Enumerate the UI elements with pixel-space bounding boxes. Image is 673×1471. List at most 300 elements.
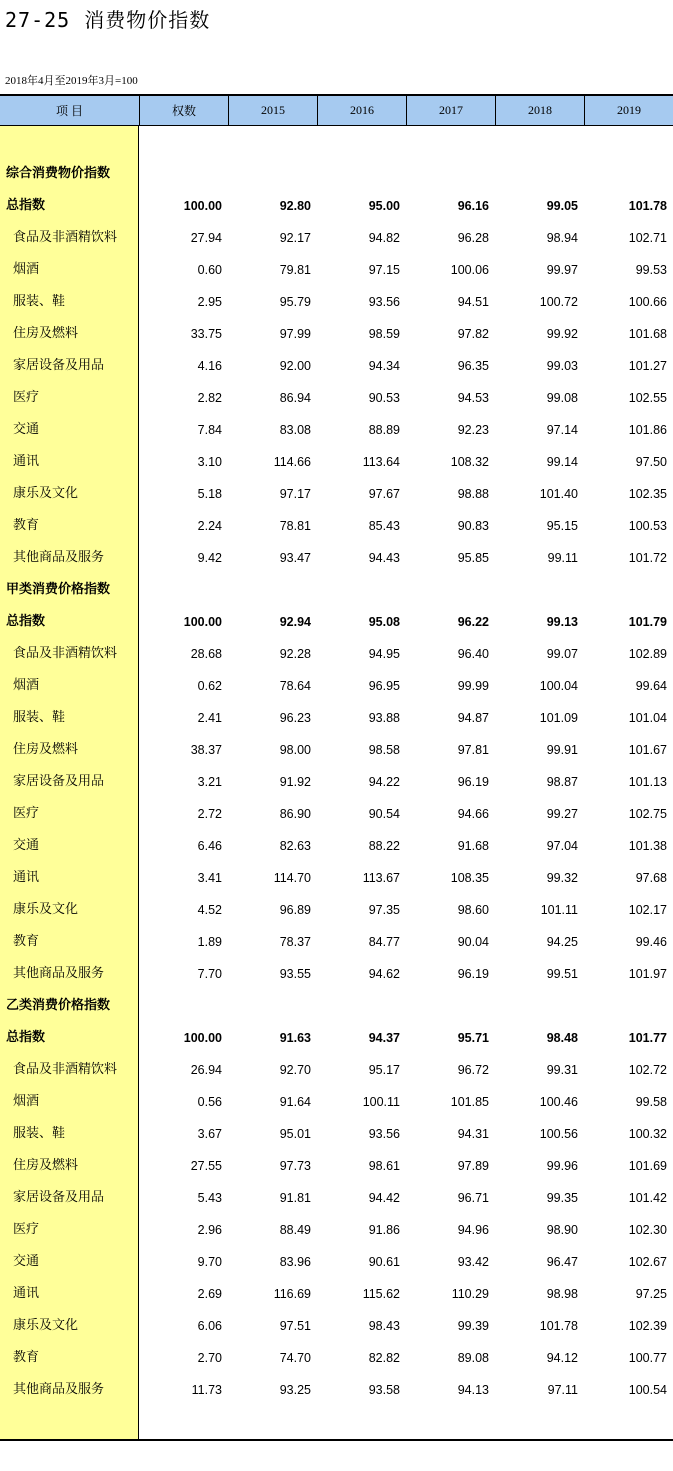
cell-value: 96.40 <box>457 647 489 661</box>
row-label: 家居设备及用品 <box>13 358 105 373</box>
cell-value: 94.66 <box>457 807 489 821</box>
cell-value: 99.51 <box>546 967 578 981</box>
row-label: 医疗 <box>13 390 40 405</box>
cpi-table <box>0 94 673 1397</box>
cell-value: 98.43 <box>368 1319 400 1333</box>
table-row <box>0 414 673 446</box>
table-title: 消费物价指数 <box>84 8 211 32</box>
cell-value: 101.79 <box>628 615 667 629</box>
cell-value: 101.42 <box>628 1191 667 1205</box>
cell-value: 94.51 <box>457 295 489 309</box>
table-row <box>0 1342 673 1374</box>
cell-value: 96.23 <box>279 711 311 725</box>
row-label: 康乐及文化 <box>13 902 79 917</box>
header-2015: 2015 <box>228 96 317 125</box>
cell-value: 95.79 <box>279 295 311 309</box>
cell-value: 99.35 <box>546 1191 578 1205</box>
table-row <box>0 1214 673 1246</box>
cell-value: 94.37 <box>368 1031 400 1045</box>
cell-value: 91.92 <box>279 775 311 789</box>
cell-value: 116.69 <box>273 1287 311 1301</box>
cell-value: 82.63 <box>279 839 311 853</box>
cell-value: 0.60 <box>197 263 222 277</box>
cell-value: 101.13 <box>628 775 667 789</box>
row-label: 住房及燃料 <box>13 326 79 341</box>
table-row <box>0 926 673 958</box>
section-heading-row <box>0 574 673 606</box>
cell-value: 97.82 <box>457 327 489 341</box>
table-row <box>0 606 673 638</box>
cell-value: 101.67 <box>628 743 667 757</box>
cell-value: 101.11 <box>540 903 578 917</box>
cell-value: 98.00 <box>279 743 311 757</box>
table-row <box>0 446 673 478</box>
table-row <box>0 254 673 286</box>
cell-value: 102.89 <box>628 647 667 661</box>
cell-value: 2.69 <box>197 1287 222 1301</box>
cell-value: 96.28 <box>457 231 489 245</box>
cell-value: 108.32 <box>450 455 489 469</box>
section-heading: 甲类消费价格指数 <box>6 582 111 597</box>
cell-value: 91.68 <box>457 839 489 853</box>
cell-value: 28.68 <box>190 647 222 661</box>
cell-value: 97.89 <box>457 1159 489 1173</box>
cell-value: 102.39 <box>628 1319 667 1333</box>
cell-value: 97.17 <box>279 487 311 501</box>
cell-value: 98.94 <box>546 231 578 245</box>
cell-value: 95.08 <box>368 615 400 629</box>
row-label: 服装、鞋 <box>13 294 66 309</box>
cell-value: 102.55 <box>628 391 667 405</box>
cell-value: 96.22 <box>457 615 489 629</box>
header-2018: 2018 <box>495 96 584 125</box>
cell-value: 27.94 <box>190 231 222 245</box>
cell-value: 101.78 <box>628 199 667 213</box>
cell-value: 38.37 <box>190 743 222 757</box>
base-period-note: 2018年4月至2019年3月=100 <box>5 75 138 87</box>
cell-value: 97.73 <box>279 1159 311 1173</box>
cell-value: 100.00 <box>183 615 222 629</box>
cell-value: 101.40 <box>539 487 578 501</box>
cell-value: 74.70 <box>279 1351 311 1365</box>
row-label: 康乐及文化 <box>13 486 79 501</box>
cell-value: 99.53 <box>635 263 667 277</box>
cell-value: 95.71 <box>457 1031 489 1045</box>
cell-value: 93.56 <box>368 295 400 309</box>
header-item: 项 目 <box>55 104 83 118</box>
row-label: 教育 <box>13 518 40 533</box>
cell-value: 102.72 <box>628 1063 667 1077</box>
cell-value: 78.81 <box>279 519 311 533</box>
cell-value: 101.72 <box>628 551 667 565</box>
cell-value: 9.42 <box>197 551 222 565</box>
cell-value: 90.61 <box>368 1255 400 1269</box>
cell-value: 2.24 <box>197 519 222 533</box>
cell-value: 94.82 <box>368 231 400 245</box>
section-heading-row <box>0 990 673 1022</box>
cell-value: 93.88 <box>368 711 400 725</box>
cell-value: 95.01 <box>279 1127 311 1141</box>
table-row <box>0 1246 673 1278</box>
cell-value: 97.11 <box>547 1383 578 1397</box>
cell-value: 98.59 <box>368 327 400 341</box>
cell-value: 114.70 <box>273 871 311 885</box>
cell-value: 99.14 <box>546 455 578 469</box>
cell-value: 92.94 <box>279 615 311 629</box>
table-row <box>0 638 673 670</box>
cell-value: 99.31 <box>546 1063 578 1077</box>
cell-value: 101.77 <box>628 1031 667 1045</box>
row-label: 通讯 <box>13 870 40 885</box>
row-label: 家居设备及用品 <box>13 1190 105 1205</box>
cell-value: 90.53 <box>368 391 400 405</box>
cell-value: 97.14 <box>546 423 578 437</box>
cell-value: 92.28 <box>279 647 311 661</box>
cell-value: 99.92 <box>546 327 578 341</box>
cell-value: 100.11 <box>362 1095 400 1109</box>
header-2017: 2017 <box>406 96 495 125</box>
cell-value: 97.68 <box>635 871 667 885</box>
cell-value: 78.37 <box>279 935 311 949</box>
cell-value: 85.43 <box>368 519 400 533</box>
cell-value: 95.17 <box>368 1063 400 1077</box>
cell-value: 100.00 <box>183 1031 222 1045</box>
row-label: 总指数 <box>6 1030 46 1045</box>
cell-value: 99.27 <box>546 807 578 821</box>
cell-value: 93.55 <box>279 967 311 981</box>
cell-value: 91.63 <box>279 1031 311 1045</box>
cell-value: 93.42 <box>457 1255 489 1269</box>
cell-value: 95.15 <box>546 519 578 533</box>
table-row <box>0 222 673 254</box>
row-label: 总指数 <box>6 198 46 213</box>
section-heading: 综合消费物价指数 <box>6 166 111 181</box>
cell-value: 101.85 <box>450 1095 489 1109</box>
row-label: 交通 <box>13 1254 40 1269</box>
row-label: 住房及燃料 <box>13 742 79 757</box>
cell-value: 98.60 <box>457 903 489 917</box>
cell-value: 102.71 <box>628 231 667 245</box>
cell-value: 33.75 <box>190 327 222 341</box>
cell-value: 101.97 <box>628 967 667 981</box>
cell-value: 27.55 <box>190 1159 222 1173</box>
cell-value: 91.81 <box>279 1191 311 1205</box>
cell-value: 3.67 <box>197 1127 222 1141</box>
cell-value: 97.25 <box>635 1287 667 1301</box>
cell-value: 96.19 <box>457 967 489 981</box>
cell-value: 90.04 <box>457 935 489 949</box>
row-label: 家居设备及用品 <box>13 774 105 789</box>
cell-value: 97.35 <box>368 903 400 917</box>
cell-value: 88.89 <box>368 423 400 437</box>
cell-value: 98.90 <box>546 1223 578 1237</box>
cell-value: 97.15 <box>368 263 400 277</box>
cell-value: 94.31 <box>457 1127 489 1141</box>
cell-value: 93.25 <box>279 1383 311 1397</box>
cell-value: 94.43 <box>368 551 400 565</box>
table-row <box>0 1374 673 1406</box>
cell-value: 101.69 <box>628 1159 667 1173</box>
cell-value: 93.47 <box>279 551 311 565</box>
table-row <box>0 670 673 702</box>
cell-value: 94.42 <box>368 1191 400 1205</box>
cell-value: 101.78 <box>539 1319 578 1333</box>
row-label: 烟酒 <box>13 1094 40 1109</box>
cell-value: 101.38 <box>628 839 667 853</box>
cell-value: 102.35 <box>628 487 667 501</box>
row-label: 住房及燃料 <box>13 1158 79 1173</box>
row-label: 食品及非酒精饮料 <box>13 230 118 245</box>
cell-value: 100.54 <box>628 1383 667 1397</box>
cell-value: 2.70 <box>197 1351 222 1365</box>
table-row <box>0 958 673 990</box>
cell-value: 5.18 <box>197 487 222 501</box>
cell-value: 99.05 <box>546 199 578 213</box>
table-row <box>0 1118 673 1150</box>
cell-value: 88.49 <box>279 1223 311 1237</box>
row-label: 其他商品及服务 <box>13 1382 105 1397</box>
table-row <box>0 510 673 542</box>
cell-value: 3.41 <box>197 871 222 885</box>
cell-value: 99.46 <box>635 935 667 949</box>
cell-value: 7.84 <box>197 423 222 437</box>
cell-value: 83.96 <box>279 1255 311 1269</box>
cell-value: 90.83 <box>457 519 489 533</box>
header-2019: 2019 <box>584 96 673 125</box>
cell-value: 100.00 <box>183 199 222 213</box>
cell-value: 0.62 <box>197 679 222 693</box>
cell-value: 101.86 <box>628 423 667 437</box>
cell-value: 96.89 <box>279 903 311 917</box>
table-bottom-border <box>0 1439 673 1441</box>
table-row <box>0 382 673 414</box>
row-label: 医疗 <box>13 1222 40 1237</box>
cell-value: 88.22 <box>368 839 400 853</box>
cell-value: 4.16 <box>197 359 222 373</box>
cell-value: 100.66 <box>628 295 667 309</box>
cell-value: 98.48 <box>546 1031 578 1045</box>
cell-value: 100.53 <box>628 519 667 533</box>
cell-value: 96.16 <box>457 199 489 213</box>
table-row <box>0 798 673 830</box>
row-label: 医疗 <box>13 806 40 821</box>
cell-value: 93.58 <box>368 1383 400 1397</box>
row-label: 交通 <box>13 838 40 853</box>
cell-value: 94.22 <box>368 775 400 789</box>
row-label: 服装、鞋 <box>13 710 66 725</box>
row-label: 其他商品及服务 <box>13 550 105 565</box>
page-title <box>5 4 210 33</box>
cell-value: 95.00 <box>368 199 400 213</box>
cell-value: 99.07 <box>546 647 578 661</box>
cell-value: 97.67 <box>368 487 400 501</box>
cell-value: 2.72 <box>197 807 222 821</box>
cell-value: 99.64 <box>635 679 667 693</box>
cell-value: 86.90 <box>279 807 311 821</box>
table-row <box>0 1310 673 1342</box>
cell-value: 2.82 <box>197 391 222 405</box>
cell-value: 99.58 <box>635 1095 667 1109</box>
cell-value: 99.99 <box>457 679 489 693</box>
cell-value: 96.72 <box>457 1063 489 1077</box>
table-row <box>0 318 673 350</box>
table-row <box>0 1022 673 1054</box>
cell-value: 97.99 <box>279 327 311 341</box>
cell-value: 6.46 <box>197 839 222 853</box>
table-row <box>0 478 673 510</box>
cell-value: 97.50 <box>635 455 667 469</box>
cell-value: 7.70 <box>197 967 222 981</box>
cell-value: 96.35 <box>457 359 489 373</box>
cell-value: 96.19 <box>457 775 489 789</box>
cell-value: 98.98 <box>546 1287 578 1301</box>
row-label: 康乐及文化 <box>13 1318 79 1333</box>
cell-value: 96.95 <box>368 679 400 693</box>
table-row <box>0 286 673 318</box>
cell-value: 90.54 <box>368 807 400 821</box>
cell-value: 113.64 <box>362 455 400 469</box>
cell-value: 94.87 <box>457 711 489 725</box>
cell-value: 92.70 <box>279 1063 311 1077</box>
table-row <box>0 830 673 862</box>
cell-value: 89.08 <box>457 1351 489 1365</box>
table-header <box>0 94 673 126</box>
cell-value: 99.39 <box>457 1319 489 1333</box>
cell-value: 115.62 <box>362 1287 400 1301</box>
cell-value: 94.25 <box>546 935 578 949</box>
cell-value: 2.95 <box>197 295 222 309</box>
cell-value: 96.71 <box>457 1191 489 1205</box>
cell-value: 91.64 <box>279 1095 311 1109</box>
cell-value: 1.89 <box>197 935 222 949</box>
cell-value: 99.32 <box>546 871 578 885</box>
table-row <box>0 350 673 382</box>
cell-value: 99.96 <box>546 1159 578 1173</box>
cell-value: 79.81 <box>279 263 311 277</box>
cell-value: 99.13 <box>546 615 578 629</box>
cell-value: 97.51 <box>279 1319 311 1333</box>
cell-value: 102.75 <box>628 807 667 821</box>
table-row <box>0 1054 673 1086</box>
cell-value: 94.95 <box>368 647 400 661</box>
row-label: 食品及非酒精饮料 <box>13 646 118 661</box>
cell-value: 82.82 <box>368 1351 400 1365</box>
cell-value: 101.04 <box>628 711 667 725</box>
cell-value: 99.11 <box>547 551 578 565</box>
row-label: 通讯 <box>13 1286 40 1301</box>
cell-value: 11.73 <box>191 1383 222 1397</box>
cell-value: 97.81 <box>457 743 489 757</box>
table-row <box>0 734 673 766</box>
cell-value: 99.03 <box>546 359 578 373</box>
cell-value: 100.06 <box>450 263 489 277</box>
cell-value: 100.04 <box>539 679 578 693</box>
table-row <box>0 766 673 798</box>
row-label: 其他商品及服务 <box>13 966 105 981</box>
cell-value: 94.34 <box>368 359 400 373</box>
cell-value: 94.62 <box>368 967 400 981</box>
cell-value: 102.17 <box>628 903 667 917</box>
row-label: 烟酒 <box>13 678 40 693</box>
cell-value: 113.67 <box>362 871 400 885</box>
row-label: 食品及非酒精饮料 <box>13 1062 118 1077</box>
cell-value: 92.00 <box>279 359 311 373</box>
header-weight: 权数 <box>139 96 228 125</box>
cell-value: 84.77 <box>368 935 400 949</box>
cell-value: 5.43 <box>197 1191 222 1205</box>
table-row <box>0 1278 673 1310</box>
table-body <box>0 126 673 1439</box>
row-label: 烟酒 <box>13 262 40 277</box>
cell-value: 101.68 <box>628 327 667 341</box>
cell-value: 94.53 <box>457 391 489 405</box>
cell-value: 95.85 <box>457 551 489 565</box>
cell-value: 92.17 <box>279 231 311 245</box>
cell-value: 78.64 <box>279 679 311 693</box>
cell-value: 100.32 <box>628 1127 667 1141</box>
cell-value: 92.23 <box>457 423 489 437</box>
cell-value: 94.96 <box>457 1223 489 1237</box>
cell-value: 108.35 <box>450 871 489 885</box>
cell-value: 98.58 <box>368 743 400 757</box>
cell-value: 4.52 <box>197 903 222 917</box>
cell-value: 99.97 <box>546 263 578 277</box>
row-label: 总指数 <box>6 614 46 629</box>
header-2016: 2016 <box>317 96 406 125</box>
row-label: 通讯 <box>13 454 40 469</box>
cell-value: 3.10 <box>197 455 222 469</box>
cell-value: 83.08 <box>279 423 311 437</box>
cell-value: 2.41 <box>197 711 222 725</box>
cell-value: 102.67 <box>628 1255 667 1269</box>
cell-value: 96.47 <box>546 1255 578 1269</box>
cell-value: 91.86 <box>368 1223 400 1237</box>
cell-value: 102.30 <box>628 1223 667 1237</box>
table-row <box>0 894 673 926</box>
cell-value: 100.56 <box>539 1127 578 1141</box>
cell-value: 0.56 <box>197 1095 222 1109</box>
table-row <box>0 1182 673 1214</box>
table-row <box>0 862 673 894</box>
section-heading: 乙类消费价格指数 <box>6 998 111 1013</box>
row-label: 教育 <box>13 1350 40 1365</box>
cell-value: 98.87 <box>546 775 578 789</box>
table-row <box>0 1086 673 1118</box>
cell-value: 26.94 <box>190 1063 222 1077</box>
cell-value: 6.06 <box>197 1319 222 1333</box>
cell-value: 94.12 <box>546 1351 578 1365</box>
row-label: 教育 <box>13 934 40 949</box>
cell-value: 114.66 <box>273 455 311 469</box>
table-row <box>0 1150 673 1182</box>
cell-value: 98.61 <box>368 1159 400 1173</box>
table-row <box>0 542 673 574</box>
cell-value: 101.27 <box>628 359 667 373</box>
cell-value: 99.91 <box>546 743 578 757</box>
cell-value: 3.21 <box>197 775 222 789</box>
cell-value: 101.09 <box>539 711 578 725</box>
table-row <box>0 190 673 222</box>
row-label: 交通 <box>13 422 40 437</box>
table-row <box>0 702 673 734</box>
cell-value: 86.94 <box>279 391 311 405</box>
cell-value: 94.13 <box>457 1383 489 1397</box>
cell-value: 9.70 <box>197 1255 222 1269</box>
cell-value: 110.29 <box>451 1287 489 1301</box>
cell-value: 100.77 <box>628 1351 667 1365</box>
row-label: 服装、鞋 <box>13 1126 66 1141</box>
cell-value: 100.72 <box>539 295 578 309</box>
